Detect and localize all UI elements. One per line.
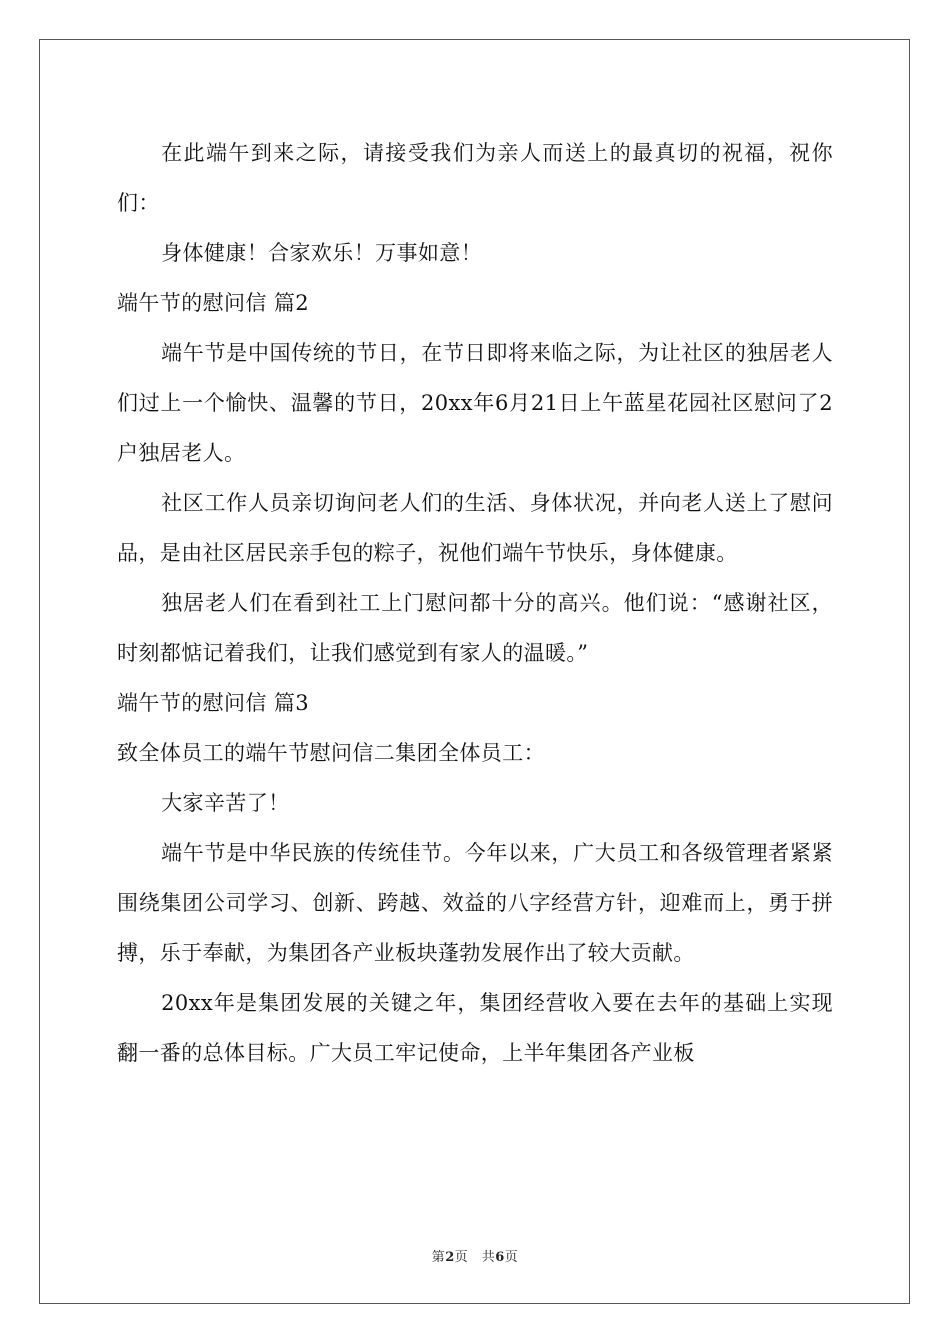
footer-middle: 页 共 (454, 1250, 496, 1265)
footer-prefix: 第 (431, 1250, 446, 1265)
paragraph: 20xx年是集团发展的关键之年，集团经营收入要在去年的基础上实现翻一番的总体目标。广大员工牢记使命，上半年集团各产业板 (117, 991, 833, 1065)
paragraph: 端午节是中国传统的节日，在节日即将来临之际，为让社区的独居老人们过上一个愉快、温馨的节日，20xx年6月21日上午蓝星花园社区慰问了2户独居老人。 (117, 341, 833, 465)
paragraph: 独居老人们在看到社工上门慰问都十分的高兴。他们说：“感谢社区，时刻都惦记着我们，让我们感觉到有家人的温暖。” (117, 591, 833, 665)
current-page-number: 2 (445, 1250, 455, 1265)
paragraph: 端午节是中华民族的传统佳节。今年以来，广大员工和各级管理者紧紧围绕集团公司学习、创新、跨越、效益的八字经营方针，迎难而上，勇于拼搏，乐于奉献，为集团各产业板块蓬勃发展作出了较大贡献。 (117, 841, 833, 965)
section-heading: 端午节的慰问信 篇3 (117, 691, 310, 715)
paragraph: 大家辛苦了！ (161, 791, 290, 815)
footer-suffix: 页 (504, 1250, 519, 1265)
section-heading: 端午节的慰问信 篇2 (117, 291, 310, 315)
paragraph: 社区工作人员亲切询问老人们的生活、身体状况，并向老人送上了慰问品，是由社区居民亲手包的粽子，祝他们端午节快乐，身体健康。 (117, 491, 833, 565)
document-body (117, 128, 833, 1078)
page-footer (0, 1246, 950, 1265)
paragraph: 身体健康！合家欢乐！万事如意！ (161, 241, 483, 265)
total-pages-number: 6 (495, 1250, 505, 1265)
paragraph: 在此端午到来之际，请接受我们为亲人而送上的最真切的祝福，祝你们： (117, 141, 833, 215)
salutation: 致全体员工的端午节慰问信二集团全体员工： (117, 741, 545, 765)
